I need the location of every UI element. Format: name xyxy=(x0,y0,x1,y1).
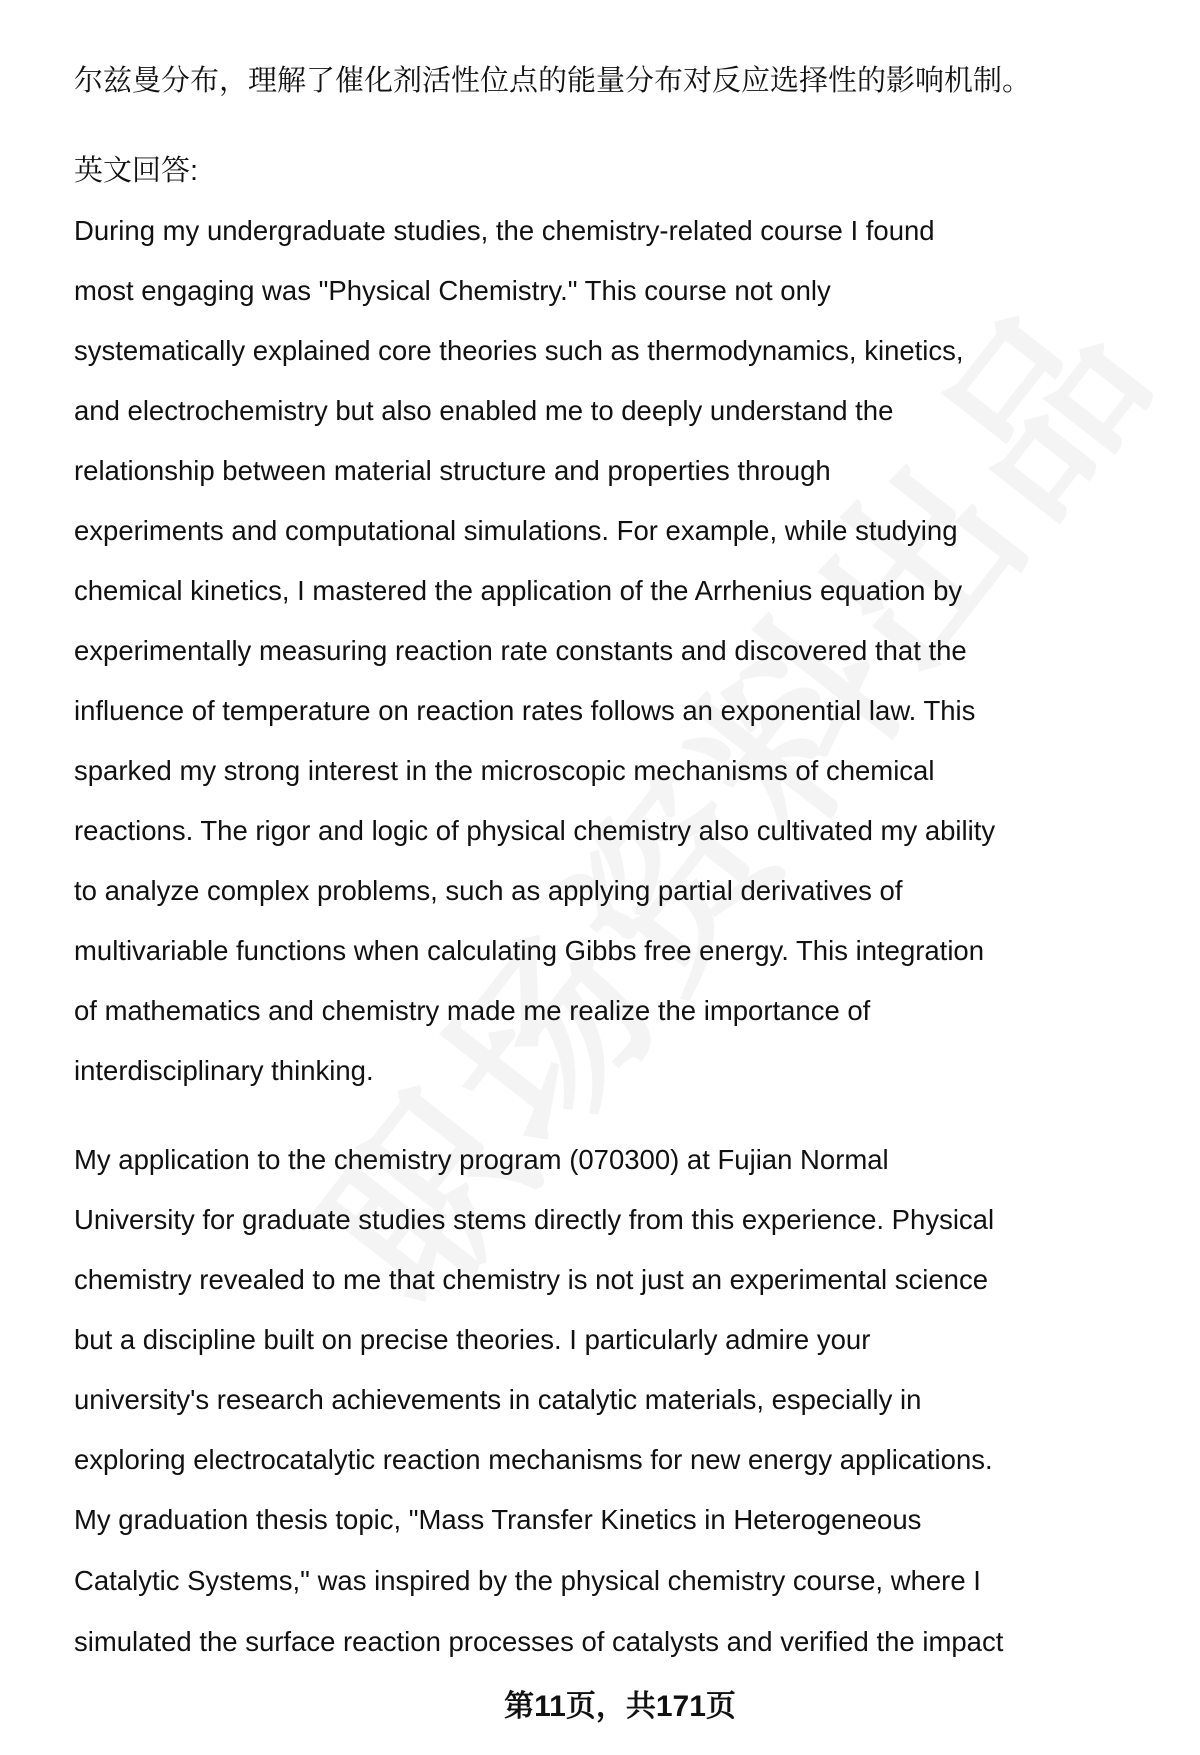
text-line: to analyze complex problems, such as applying partial derivatives of xyxy=(74,875,903,906)
text-line: simulated the surface reaction processes of catalysts and verified the impact xyxy=(74,1626,1004,1657)
text-line: university's research achievements in catalytic materials, especially in xyxy=(74,1384,922,1415)
text-line: My application to the chemistry program (070300) at Fujian Normal xyxy=(74,1144,889,1175)
text-line: University for graduate studies stems directly from this experience. Physical xyxy=(74,1204,995,1235)
text-line: influence of temperature on reaction rates follows an exponential law. This xyxy=(74,695,976,726)
text-line: My graduation thesis topic, "Mass Transfer Kinetics in Heterogeneous xyxy=(74,1504,922,1535)
text-line: chemical kinetics, I mastered the application of the Arrhenius equation by xyxy=(74,575,963,606)
text-line: sparked my strong interest in the microscopic mechanisms of chemical xyxy=(74,755,935,786)
text-line: and electrochemistry but also enabled me to deeply understand the xyxy=(74,395,894,426)
text-line: but a discipline built on precise theories. I particularly admire your xyxy=(74,1324,871,1355)
text-line: of mathematics and chemistry made me realize the importance of xyxy=(74,995,871,1026)
text-line: experimentally measuring reaction rate constants and discovered that the xyxy=(74,635,967,666)
section-label-english-answer: 英文回答: xyxy=(74,155,199,187)
text-line: chemistry revealed to me that chemistry is not just an experimental science xyxy=(74,1264,988,1295)
text-line: experiments and computational simulations. For example, while studying xyxy=(74,515,958,546)
text-line: most engaging was "Physical Chemistry." This course not only xyxy=(74,275,831,306)
page-number-footer: 第11页，共171页 xyxy=(504,1690,736,1723)
text-line: Catalytic Systems," was inspired by the physical chemistry course, where I xyxy=(74,1565,981,1596)
text-line: systematically explained core theories such as thermodynamics, kinetics, xyxy=(74,335,964,366)
text-line: relationship between material structure and properties through xyxy=(74,455,831,486)
continuation-line: 尔兹曼分布，理解了催化剂活性位点的能量分布对反应选择性的影响机制。 xyxy=(74,65,1032,97)
text-line: exploring electrocatalytic reaction mechanisms for new energy applications. xyxy=(74,1444,993,1475)
text-line: During my undergraduate studies, the chemistry-related course I found xyxy=(74,215,935,246)
text-line: reactions. The rigor and logic of physical chemistry also cultivated my ability xyxy=(74,815,996,846)
text-line: interdisciplinary thinking. xyxy=(74,1055,374,1086)
text-line: multivariable functions when calculating Gibbs free energy. This integration xyxy=(74,935,985,966)
